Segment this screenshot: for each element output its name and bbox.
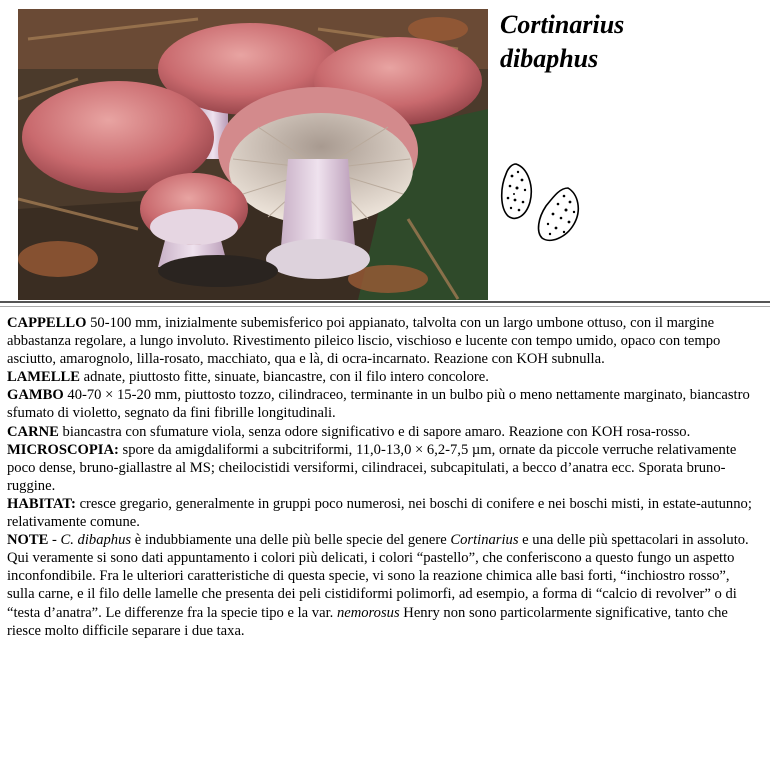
section-microscopia: MICROSCOPIA: spore da amigdaliformi a subcitriformi, 11,0-13,0 × 6,2-7,5 µm, ornate da piccole verruche relativamente poco dense, bruno-giallastre al MS; cheilocistidi versiformi, cilindracei, subcapitulati, a becco d’anatra ecc. Sporata bruno-ruggine. xyxy=(7,441,737,494)
section-cappello: CAPPELLO 50-100 mm, inizialmente subemisferico poi appianato, talvolta con un largo umbone ottuso, con il margine abbastanza regolare, a lungo involuto. Rivestimento pileico liscio, vischioso e lucente con tempo umido, opaco con tempo asciutto, amarognolo, lilla-rosato, macchiato, qua e là, di ocra-incarnato. Reazione con KOH subnulla. xyxy=(7,315,721,368)
spore-drawing xyxy=(498,160,584,246)
label-microscopia: MICROSCOPIA: xyxy=(7,441,119,458)
title-species: dibaphus xyxy=(500,44,599,73)
description xyxy=(7,314,759,640)
section-carne: CARNE biancastra con sfumature viola, senza odore significativo e di sapore amaro. Reazione con KOH rosa-rosso. xyxy=(7,423,691,440)
spore-icon xyxy=(502,164,532,218)
section-habitat: HABITAT: cresce gregario, generalmente in gruppi poco numerosi, nei boschi di conifere e nei boschi misti, in estate-autunno; relativamente comune. xyxy=(7,495,752,531)
title-genus: Cortinarius xyxy=(500,10,625,39)
section-note: NOTE - C. dibaphus è indubbiamente una delle più belle specie del genere Cortinarius e una delle più spettacolari in assoluto. Qui veramente si sono dati appuntamento i colori più delicati, i colori “pastello”, che conferiscono a questo fungo un aspetto inconfondibile. Fra le ulteriori caratteristiche di questa specie, vi sono la reazione chimica alle basi forti, “inchiostro rosso”, sulla carne, e il filo delle lamelle che presenta dei peli cistidiformi polimorfi, ad esempio, a forma di “calcio di revolver” o di “testa d’anatra”. Le differenze fra la specie tipo e la var. nemorosus Henry non sono particolarmente significative, tanto che riesce molto difficile separare i due taxa. xyxy=(7,532,749,639)
species-title xyxy=(500,8,624,76)
label-habitat: HABITAT: xyxy=(7,495,76,512)
mushroom-photo xyxy=(18,9,488,300)
section-lamelle: LAMELLE adnate, piuttosto fitte, sinuate, biancastre, con il filo intero concolore. xyxy=(7,369,489,386)
mushroom-illustration xyxy=(18,9,488,300)
label-carne: CARNE xyxy=(7,423,59,440)
divider xyxy=(0,301,770,307)
label-note: NOTE xyxy=(7,532,49,549)
label-cappello: CAPPELLO xyxy=(7,315,87,331)
section-gambo: GAMBO 40-70 × 15-20 mm, piuttosto tozzo, cilindraceo, terminante in un bulbo più o meno nettamente marginato, biancastro sfumato di violetto, segnato da fini fibrille longitudinali. xyxy=(7,387,750,422)
label-lamelle: LAMELLE xyxy=(7,369,80,386)
spore-icon xyxy=(539,188,579,240)
label-gambo: GAMBO xyxy=(7,387,64,404)
